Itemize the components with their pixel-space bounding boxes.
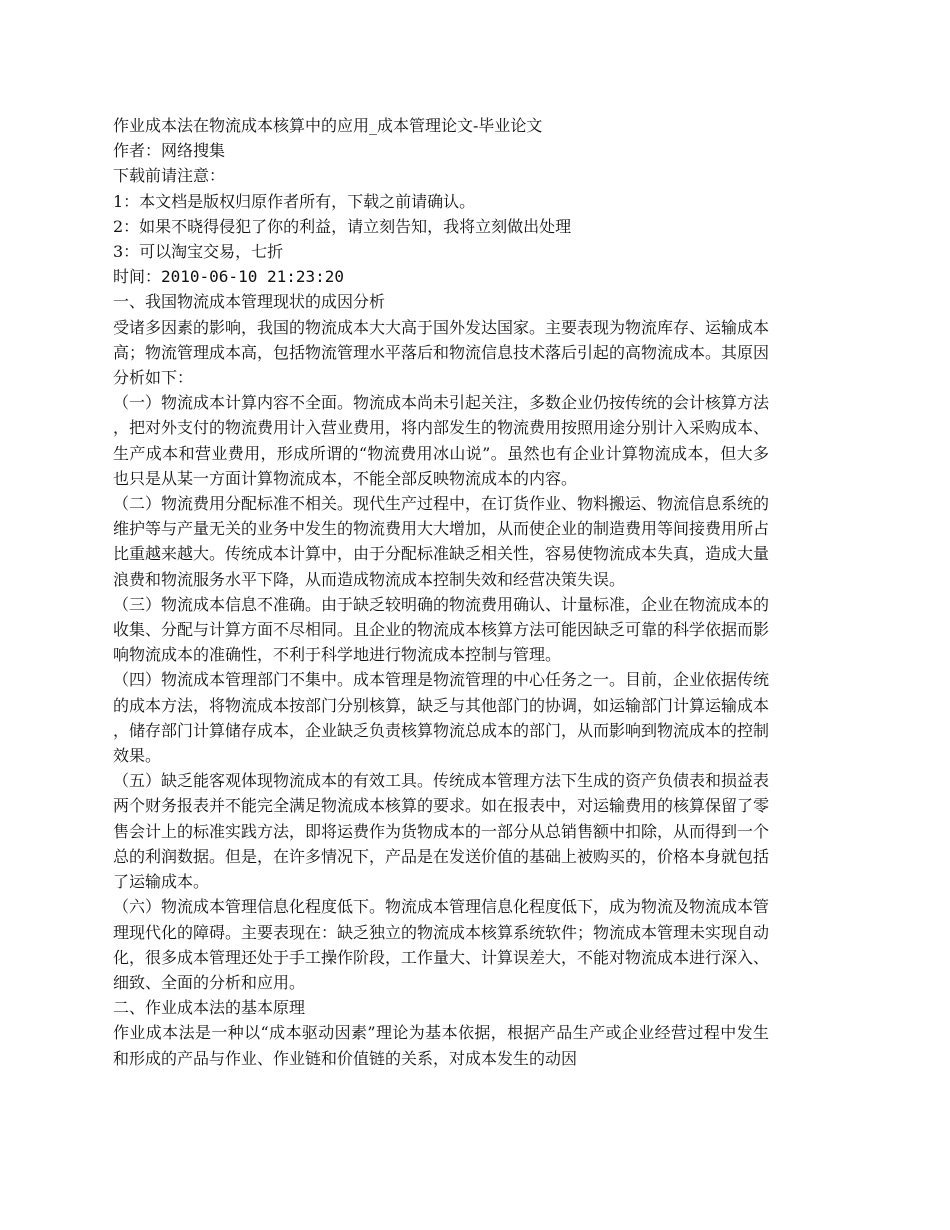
document-title: 作业成本法在物流成本核算中的应用_成本管理论文-毕业论文 xyxy=(113,116,543,135)
section-heading-1: 一、我国物流成本管理现状的成因分析 xyxy=(113,292,386,312)
section-heading-2: 二、作业成本法的基本原理 xyxy=(113,998,306,1018)
paragraph-intro: 受诸多因素的影响，我国的物流成本大大高于国外发达国家。主要表现为物流库存、运输成本高；物流管理成本高，包括物流管理水平落后和物流信息技术落后引起的高物流成本。其原因分析如下： xyxy=(113,317,770,388)
paragraph-point-2: （二）物流费用分配标准不相关。现代生产过程中，在订货作业、物料搬运、物流信息系统的维护等与产量无关的业务中发生的物流费用大大增加，从而使企业的制造费用等间接费用所占比重越来越大。传统成本计算中，由于分配标准缺乏相关性，容易使物流成本失真，造成大量浪费和物流服务水平下降，从而造成物流成本控制失效和经营决策失误。 xyxy=(113,494,770,589)
paragraph-point-5: （五）缺乏能客观体现物流成本的有效工具。传统成本管理方法下生成的资产负债表和损益表两个财务报表并不能完全满足物流成本核算的要求。如在报表中，对运输费用的核算保留了零售会计上的标准实践方法，即将运费作为货物成本的一部分从总销售额中扣除，从而得到一个总的利润数据。但是，在许多情况下，产品是在发送价值的基础上被购买的，价格本身就包括了运输成本。 xyxy=(113,771,770,892)
document-page xyxy=(113,113,769,1071)
notice-item-3: 3：可以淘宝交易，七折 xyxy=(113,242,284,262)
paragraph-point-3: （三）物流成本信息不准确。由于缺乏较明确的物流费用确认、计量标准，企业在物流成本的收集、分配与计算方面不尽相同。且企业的物流成本核算方法可能因缺乏可靠的科学依据而影响物流成本的准确性，不利于科学地进行物流成本控制与管理。 xyxy=(113,594,770,665)
notice-item-1: 1：本文档是版权归原作者所有，下载之前请确认。 xyxy=(113,191,476,211)
paragraph-point-1: （一）物流成本计算内容不全面。物流成本尚未引起关注，多数企业仍按传统的会计核算方法，把对外支付的物流费用计入营业费用，将内部发生的物流费用按照用途分别计入采购成本、生产成本和营业费用，形成所谓的“物流费用冰山说”。虽然也有企业计算物流成本，但大多也只是从某一方面计算物流成本，不能全部反映物流成本的内容。 xyxy=(113,393,770,488)
paragraph-point-4: （四）物流成本管理部门不集中。成本管理是物流管理的中心任务之一。目前，企业依据传统的成本方法，将物流成本按部门分别核算，缺乏与其他部门的协调，如运输部门计算运输成本，储存部门计算储存成本，企业缺乏负责核算物流总成本的部门，从而影响到物流成本的控制效果。 xyxy=(113,670,770,766)
document-time: 时间：2010-06-10 21:23:20 xyxy=(113,267,345,287)
notice-heading: 下载前请注意： xyxy=(113,166,226,186)
notice-item-2: 2：如果不晓得侵犯了你的利益，请立刻告知，我将立刻做出处理 xyxy=(113,216,572,236)
document-author: 作者：网络搜集 xyxy=(113,141,226,161)
paragraph-point-6: （六）物流成本管理信息化程度低下。物流成本管理信息化程度低下，成为物流及物流成本管理现代化的障碍。主要表现在：缺乏独立的物流成本核算系统软件；物流成本管理未实现自动化，很多成本管理还处于手工操作阶段，工作量大、计算误差大，不能对物流成本进行深入、细致、全面的分析和应用。 xyxy=(113,897,770,992)
paragraph-section-2: 作业成本法是一种以“成本驱动因素”理论为基本依据，根据产品生产或企业经营过程中发生和形成的产品与作业、作业链和价值链的关系，对成本发生的动因 xyxy=(113,1023,769,1068)
